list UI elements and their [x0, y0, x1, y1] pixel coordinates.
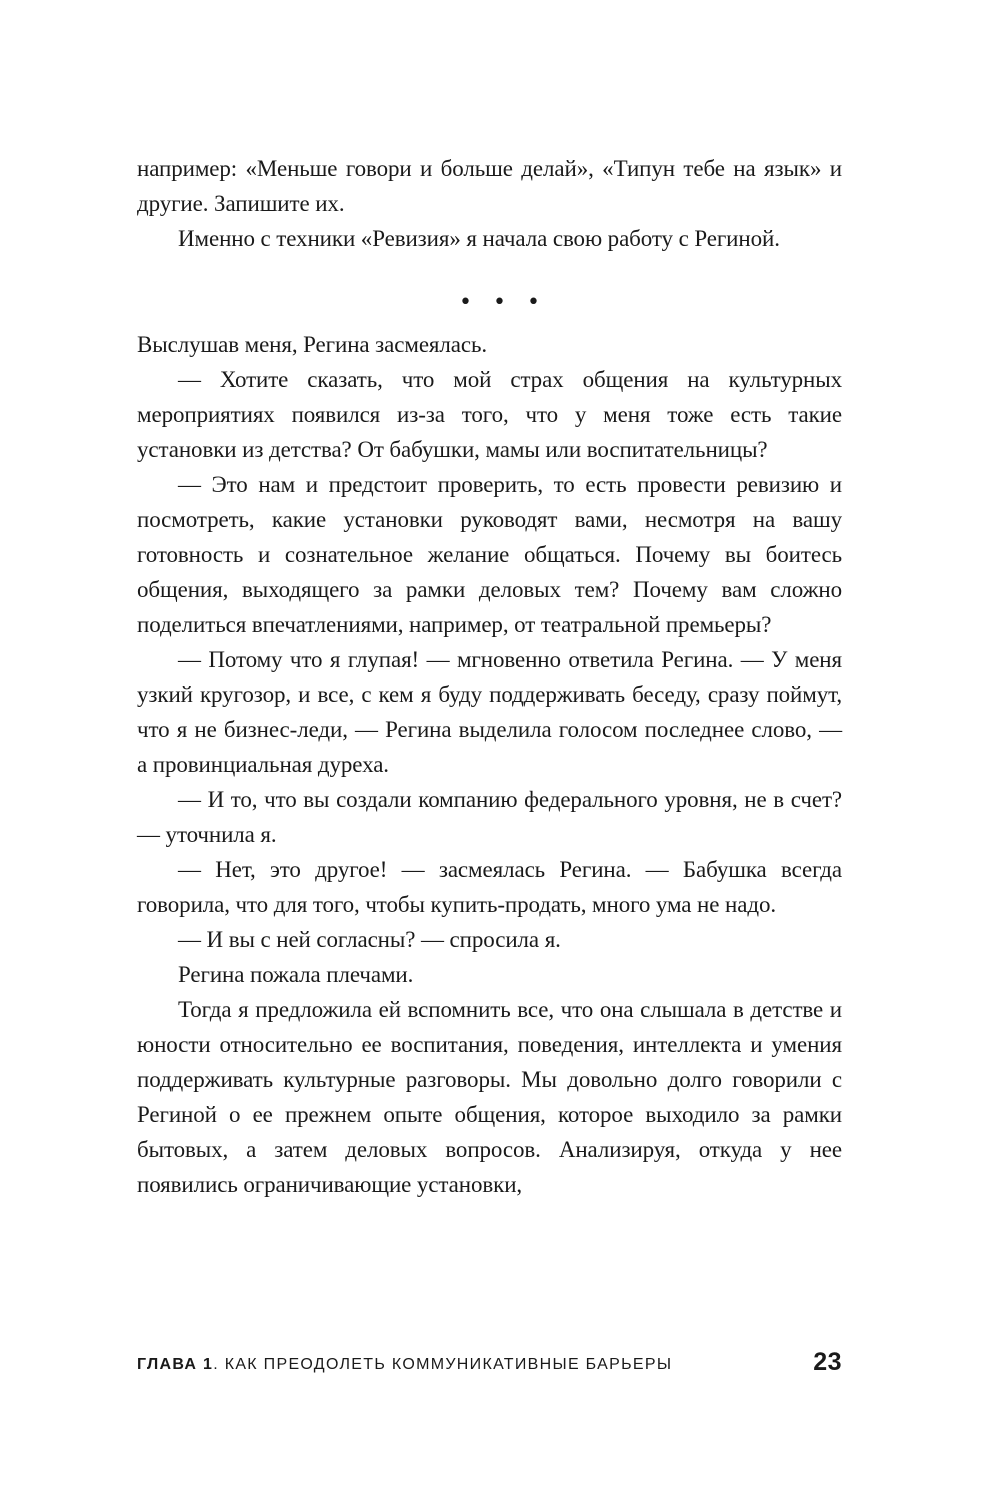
- paragraph: — Это нам и предстоит проверить, то есть провести ревизию и посмотреть, какие установки руководят вами, несмотря на вашу готовность и сознательное желание общаться. Почему вы боитесь общения, выходящего за рамки деловых тем? Почему вам сложно поделиться впечатлениями, например, от театральной премьеры?: [137, 472, 842, 637]
- paragraph: Тогда я предложила ей вспомнить все, что она слышала в детстве и юности относительно ее воспитания, поведения, интеллекта и умения поддерживать культурные разговоры. Мы довольно долго говорили с Региной о ее прежнем опыте общения, которое выходило за рамки бытовых, а затем деловых вопросов. Анализируя, откуда у нее появились ограничивающие установки,: [137, 997, 842, 1197]
- paragraph: — Хотите сказать, что мой страх общения на культурных мероприятиях появился из-за того, что у меня тоже есть такие установки из детства? От бабушки, мамы или воспитательницы?: [137, 367, 842, 462]
- text-block-top: [137, 151, 842, 256]
- text-block-main: [137, 327, 842, 1202]
- paragraph: — Потому что я глупая! — мгновенно ответила Регина. — У меня узкий кругозор, и все, с кем я буду поддерживать беседу, сразу поймут, что я не бизнес-леди, — Регина выделила голосом последнее слово, — а провинциальная дуреха.: [137, 647, 842, 777]
- chapter-title: . КАК ПРЕОДОЛЕТЬ КОММУНИКАТИВНЫЕ БАРЬЕРЫ: [213, 1356, 673, 1373]
- paragraph: — Нет, это другое! — засмеялась Регина. — Бабушка всегда говорила, что для того, чтобы купить-продать, много ума не надо.: [137, 857, 842, 917]
- running-footer-chapter: [137, 1356, 672, 1374]
- paragraph: Регина пожала плечами.: [178, 962, 414, 987]
- page-number: 23: [813, 1348, 842, 1376]
- chapter-label: ГЛАВА 1: [137, 1356, 214, 1373]
- paragraph: Выслушав меня, Регина засмеялась.: [137, 332, 488, 357]
- page-footer: [137, 1348, 842, 1382]
- paragraph: Именно с техники «Ревизия» я начала свою работу с Региной.: [178, 226, 780, 251]
- paragraph: — И вы с ней согласны? — спросила я.: [178, 927, 561, 952]
- paragraph: например: «Меньше говори и больше делай», «Типун тебе на язык» и другие. Запишите их.: [137, 156, 842, 216]
- section-separator: • • •: [459, 290, 547, 315]
- paragraph: — И то, что вы создали компанию федерального уровня, не в счет? — уточнила я.: [137, 787, 842, 847]
